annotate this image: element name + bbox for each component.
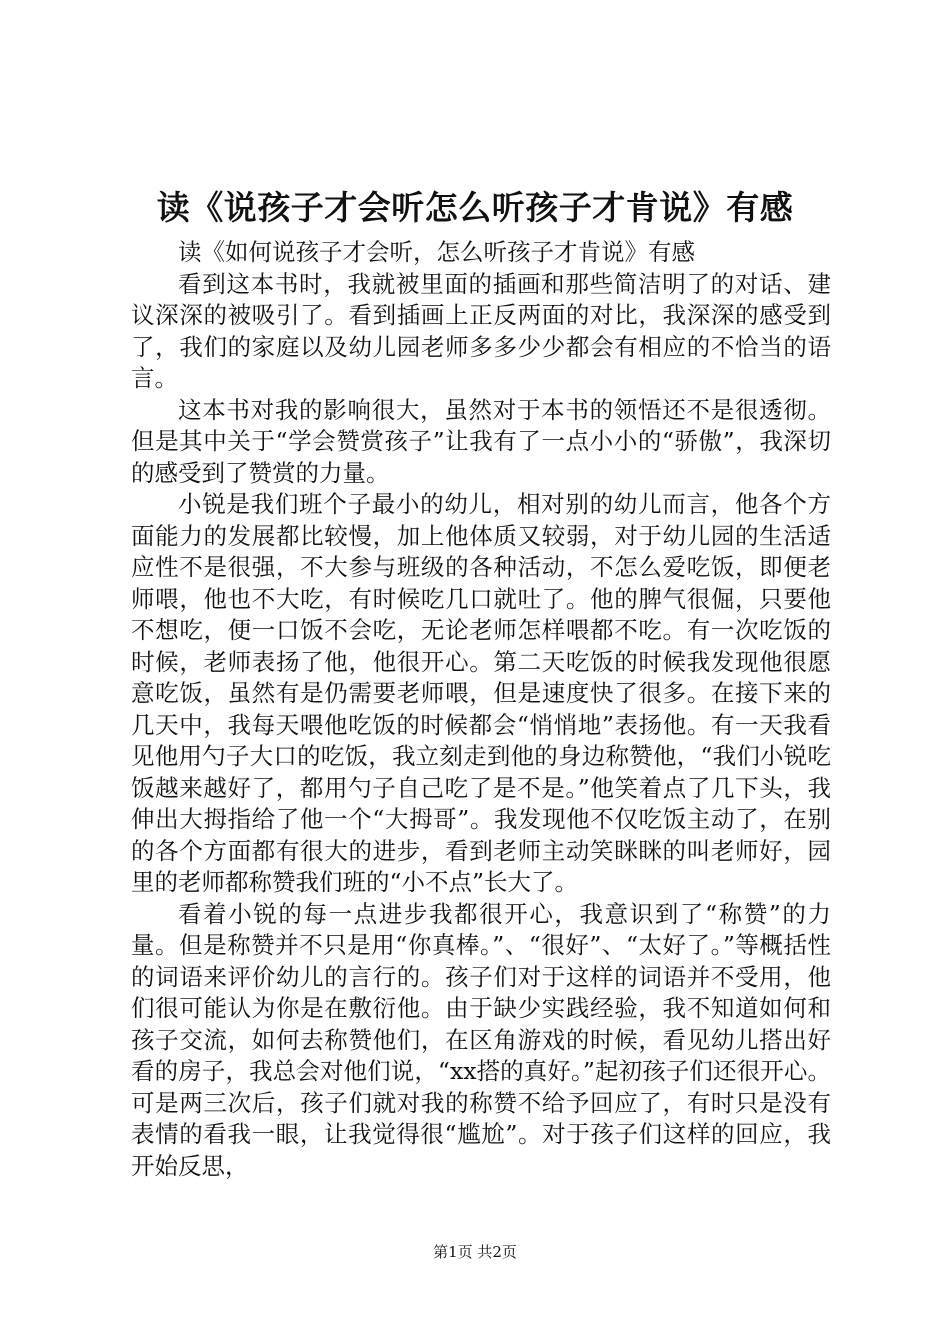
page-footer: 第1页 共2页 <box>433 1243 517 1261</box>
paragraph: 这本书对我的影响很大，虽然对于本书的领悟还不是很透彻。但是其中关于“学会赞赏孩子”让我有了一点小小的“骄傲”，我深切的感受到了赞赏的力量。 <box>131 395 831 487</box>
paragraph: 看到这本书时，我就被里面的插画和那些简洁明了的对话、建议深深的被吸引了。看到插画上正反两面的对比，我深深的感受到了，我们的家庭以及幼儿园老师多多少少都会有相应的不恰当的语言。 <box>131 269 831 392</box>
paragraph: 看着小锐的每一点进步我都很开心，我意识到了“称赞”的力量。但是称赞并不只是用“你真棒。”、“很好”、“太好了。”等概括性的词语来评价幼儿的言行的。孩子们对于这样的词语并不受用，他们很可能认为你是在敷衍他。由于缺少实践经验，我不知道如何和孩子交流，如何去称赞他们，在区角游戏的时候，看见幼儿搭出好看的房子，我总会对他们说，“xx搭的真好。”起初孩子们还很开心。可是两三次后，孩子们就对我的称赞不给予回应了，有时只是没有表情的看我一眼，让我觉得很“尴尬”。对于孩子们这样的回应，我开始反思， <box>131 899 831 1180</box>
document-title: 读《说孩子才会听怎么听孩子才肯说》有感 <box>156 188 794 227</box>
paragraph: 小锐是我们班个子最小的幼儿，相对别的幼儿而言，他各个方面能力的发展都比较慢，加上他体质又较弱，对于幼儿园的生活适应性不是很强，不大参与班级的各种活动，不怎么爱吃饭，即便老师喂，他也不大吃，有时候吃几口就吐了。他的脾气很倔，只要他不想吃，便一口饭不会吃，无论老师怎样喂都不吃。有一次吃饭的时候，老师表扬了他，他很开心。第二天吃饭的时候我发现他很愿意吃饭，虽然有是仍需要老师喂，但是速度快了很多。在接下来的几天中，我每天喂他吃饭的时候都会“悄悄地”表扬他。有一天我看见他用勺子大口的吃饭，我立刻走到他的身边称赞他，“我们小锐吃饭越来越好了，都用勺子自己吃了是不是。”他笑着点了几下头，我伸出大拇指给了他一个“大拇哥”。我发现他不仅吃饭主动了，在别的各个方面都有很大的进步，看到老师主动笑眯眯的叫老师好，园里的老师都称赞我们班的“小不点”长大了。 <box>131 490 831 896</box>
document-body <box>131 237 831 1182</box>
paragraph-subtitle: 读《如何说孩子才会听，怎么听孩子才肯说》有感 <box>178 238 695 266</box>
